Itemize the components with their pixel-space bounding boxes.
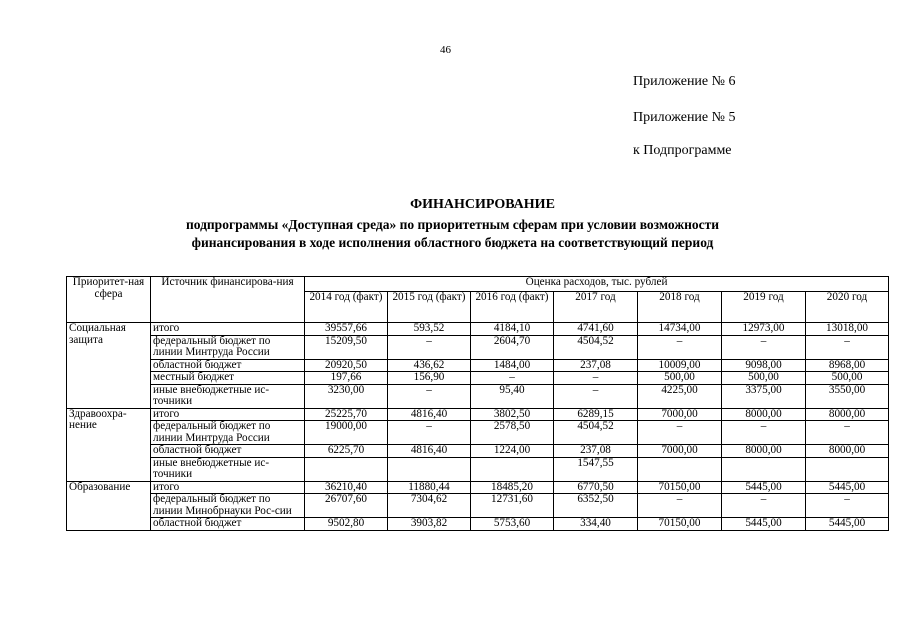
value-cell: – bbox=[388, 421, 471, 445]
table-row bbox=[67, 421, 889, 445]
value-cell: 5445,00 bbox=[806, 518, 889, 531]
value-cell: 4504,52 bbox=[554, 335, 638, 359]
value-cell: 237,08 bbox=[554, 445, 638, 458]
value-cell: 36210,40 bbox=[305, 481, 388, 494]
value-cell: 14734,00 bbox=[638, 323, 722, 336]
value-cell: – bbox=[722, 494, 806, 518]
value-cell bbox=[388, 457, 471, 481]
value-cell: 5445,00 bbox=[806, 481, 889, 494]
value-cell: 7000,00 bbox=[638, 445, 722, 458]
value-cell: 9502,80 bbox=[305, 518, 388, 531]
appendix-line-1: Приложение № 6 bbox=[633, 74, 736, 89]
value-cell: 436,62 bbox=[388, 359, 471, 372]
value-cell: 156,90 bbox=[388, 372, 471, 385]
value-cell: 334,40 bbox=[554, 518, 638, 531]
value-cell: 4504,52 bbox=[554, 421, 638, 445]
value-cell: 20920,50 bbox=[305, 359, 388, 372]
source-cell: областной бюджет bbox=[151, 518, 305, 531]
header-year: 2018 год bbox=[638, 292, 722, 323]
value-cell: 197,66 bbox=[305, 372, 388, 385]
value-cell: – bbox=[806, 335, 889, 359]
value-cell: – bbox=[388, 335, 471, 359]
value-cell: 8000,00 bbox=[806, 445, 889, 458]
table-row bbox=[67, 335, 889, 359]
value-cell: 500,00 bbox=[806, 372, 889, 385]
value-cell: 12731,60 bbox=[471, 494, 554, 518]
value-cell: 7000,00 bbox=[638, 408, 722, 421]
value-cell: – bbox=[638, 421, 722, 445]
table-row bbox=[67, 518, 889, 531]
header-source: Источник финансирова-ния bbox=[151, 277, 305, 323]
table-row bbox=[67, 481, 889, 494]
value-cell: – bbox=[471, 372, 554, 385]
value-cell: 6352,50 bbox=[554, 494, 638, 518]
value-cell: 593,52 bbox=[388, 323, 471, 336]
value-cell: 8000,00 bbox=[722, 445, 806, 458]
value-cell: 12973,00 bbox=[722, 323, 806, 336]
value-cell: 4741,60 bbox=[554, 323, 638, 336]
document-subtitle-line-1: подпрограммы «Доступная среда» по приоритетным сферам при условии возможности bbox=[185, 217, 720, 232]
value-cell: 3802,50 bbox=[471, 408, 554, 421]
value-cell: 70150,00 bbox=[638, 481, 722, 494]
value-cell: 8968,00 bbox=[806, 359, 889, 372]
page-number: 46 bbox=[440, 44, 451, 56]
value-cell: 237,08 bbox=[554, 359, 638, 372]
value-cell: – bbox=[806, 494, 889, 518]
value-cell: 2604,70 bbox=[471, 335, 554, 359]
header-year: 2020 год bbox=[806, 292, 889, 323]
value-cell bbox=[722, 457, 806, 481]
value-cell: 19000,00 bbox=[305, 421, 388, 445]
value-cell: 6770,50 bbox=[554, 481, 638, 494]
value-cell: – bbox=[638, 335, 722, 359]
value-cell: 5445,00 bbox=[722, 481, 806, 494]
value-cell: 1484,00 bbox=[471, 359, 554, 372]
document-subtitle-line-2: финансирования в ходе исполнения областного бюджета на соответствующий период bbox=[191, 235, 714, 250]
header-year: 2015 год (факт) bbox=[388, 292, 471, 323]
table-row bbox=[67, 384, 889, 408]
appendix-line-2: Приложение № 5 bbox=[633, 110, 736, 125]
value-cell: 1547,55 bbox=[554, 457, 638, 481]
table-row bbox=[67, 494, 889, 518]
header-year: 2017 год bbox=[554, 292, 638, 323]
value-cell: 3230,00 bbox=[305, 384, 388, 408]
value-cell bbox=[806, 457, 889, 481]
value-cell: – bbox=[722, 335, 806, 359]
appendix-line-3: к Подпрограмме bbox=[633, 143, 732, 158]
value-cell: 4816,40 bbox=[388, 408, 471, 421]
value-cell: 26707,60 bbox=[305, 494, 388, 518]
value-cell: 3550,00 bbox=[806, 384, 889, 408]
source-cell: итого bbox=[151, 323, 305, 336]
value-cell: 7304,62 bbox=[388, 494, 471, 518]
value-cell: 500,00 bbox=[638, 372, 722, 385]
value-cell: 18485,20 bbox=[471, 481, 554, 494]
value-cell: 39557,66 bbox=[305, 323, 388, 336]
value-cell: 5753,60 bbox=[471, 518, 554, 531]
value-cell: 25225,70 bbox=[305, 408, 388, 421]
source-cell: федеральный бюджет по линии Минтруда России bbox=[151, 421, 305, 445]
source-cell: местный бюджет bbox=[151, 372, 305, 385]
value-cell: 9098,00 bbox=[722, 359, 806, 372]
value-cell: 10009,00 bbox=[638, 359, 722, 372]
value-cell: 70150,00 bbox=[638, 518, 722, 531]
header-estimate: Оценка расходов, тыс. рублей bbox=[305, 277, 889, 292]
source-cell: федеральный бюджет по линии Минобрнауки Рос-сии bbox=[151, 494, 305, 518]
table-row bbox=[67, 359, 889, 372]
table-row bbox=[67, 457, 889, 481]
value-cell bbox=[471, 457, 554, 481]
value-cell: – bbox=[722, 421, 806, 445]
value-cell: – bbox=[638, 494, 722, 518]
value-cell: – bbox=[554, 372, 638, 385]
value-cell: – bbox=[388, 384, 471, 408]
sphere-cell: Здравоохра-нение bbox=[67, 408, 151, 481]
value-cell: 4184,10 bbox=[471, 323, 554, 336]
value-cell: 8000,00 bbox=[722, 408, 806, 421]
value-cell: 6225,70 bbox=[305, 445, 388, 458]
source-cell: федеральный бюджет по линии Минтруда России bbox=[151, 335, 305, 359]
sphere-cell: Социальная защита bbox=[67, 323, 151, 409]
table-row bbox=[67, 408, 889, 421]
document-title: ФИНАНСИРОВАНИЕ bbox=[410, 197, 555, 212]
source-cell: областной бюджет bbox=[151, 445, 305, 458]
source-cell: иные внебюджетные ис-точники bbox=[151, 384, 305, 408]
value-cell bbox=[305, 457, 388, 481]
value-cell bbox=[638, 457, 722, 481]
source-cell: иные внебюджетные ис-точники bbox=[151, 457, 305, 481]
value-cell: 2578,50 bbox=[471, 421, 554, 445]
value-cell: 6289,15 bbox=[554, 408, 638, 421]
table-row bbox=[67, 445, 889, 458]
sphere-cell: Образование bbox=[67, 481, 151, 530]
financing-table bbox=[66, 276, 889, 531]
table-row bbox=[67, 323, 889, 336]
value-cell: 3903,82 bbox=[388, 518, 471, 531]
value-cell: 4225,00 bbox=[638, 384, 722, 408]
value-cell: 15209,50 bbox=[305, 335, 388, 359]
source-cell: итого bbox=[151, 408, 305, 421]
value-cell: 500,00 bbox=[722, 372, 806, 385]
header-year: 2016 год (факт) bbox=[471, 292, 554, 323]
value-cell: 8000,00 bbox=[806, 408, 889, 421]
value-cell: 1224,00 bbox=[471, 445, 554, 458]
header-sphere: Приоритет-ная сфера bbox=[67, 277, 151, 323]
value-cell: 5445,00 bbox=[722, 518, 806, 531]
source-cell: областной бюджет bbox=[151, 359, 305, 372]
value-cell: 11880,44 bbox=[388, 481, 471, 494]
value-cell: 4816,40 bbox=[388, 445, 471, 458]
source-cell: итого bbox=[151, 481, 305, 494]
value-cell: 3375,00 bbox=[722, 384, 806, 408]
value-cell: 13018,00 bbox=[806, 323, 889, 336]
header-year: 2014 год (факт) bbox=[305, 292, 388, 323]
value-cell: – bbox=[806, 421, 889, 445]
value-cell: – bbox=[554, 384, 638, 408]
header-year: 2019 год bbox=[722, 292, 806, 323]
value-cell: 95,40 bbox=[471, 384, 554, 408]
table-row bbox=[67, 372, 889, 385]
